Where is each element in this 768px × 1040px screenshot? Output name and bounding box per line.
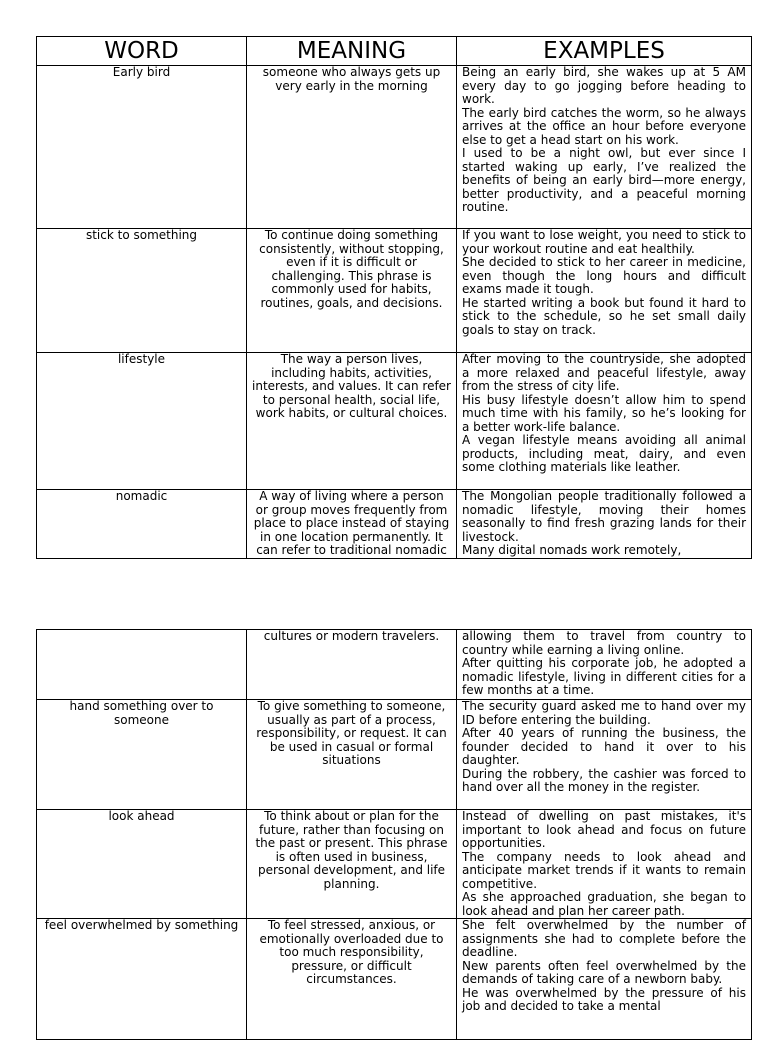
example-item: • A vegan lifestyle means avoiding all animal products, including meat, dairy, and even some clothing materials like leather. bbox=[462, 434, 746, 475]
example-item: • New parents often feel overwhelmed by the demands of taking care of a newborn baby. bbox=[462, 960, 746, 987]
table-row bbox=[37, 810, 752, 919]
word-cell: stick to something bbox=[37, 229, 247, 353]
example-item: • He was overwhelmed by the pressure of his job and decided to take a mental bbox=[462, 987, 746, 1014]
example-item: • During the robbery, the cashier was forced to hand over all the money in the register. bbox=[462, 768, 746, 795]
header-word: WORD bbox=[37, 37, 247, 66]
table-row bbox=[37, 919, 752, 1040]
examples-cell bbox=[457, 66, 752, 229]
examples-cell bbox=[457, 490, 752, 559]
table-row bbox=[37, 229, 752, 353]
header-row bbox=[37, 37, 752, 66]
example-item: • After 40 years of running the business, the founder decided to hand it over to his daughter. bbox=[462, 727, 746, 768]
word-cell: hand something over to someone bbox=[37, 700, 247, 810]
table-row bbox=[37, 490, 752, 559]
meaning-cell: cultures or modern travelers. bbox=[247, 630, 457, 700]
example-item: • After quitting his corporate job, he adopted a nomadic lifestyle, living in different cities for a few months at a time. bbox=[462, 657, 746, 698]
meaning-cell: To feel stressed, anxious, or emotionally overloaded due to too much responsibility, pressure, or difficult circumstances. bbox=[247, 919, 457, 1040]
meaning-cell: someone who always gets up very early in the morning bbox=[247, 66, 457, 229]
examples-list bbox=[462, 700, 746, 795]
table-row bbox=[37, 66, 752, 229]
example-item: • After moving to the countryside, she adopted a more relaxed and peaceful lifestyle, away from the stress of city life. bbox=[462, 353, 746, 394]
example-item: • The security guard asked me to hand over my ID before entering the building. bbox=[462, 700, 746, 727]
examples-list bbox=[462, 919, 746, 1014]
examples-list bbox=[462, 353, 746, 475]
examples-cell bbox=[457, 919, 752, 1040]
meaning-cell: The way a person lives, including habits, activities, interests, and values. It can refer to personal health, social life, work habits, or cultural choices. bbox=[247, 353, 457, 490]
example-item: • His busy lifestyle doesn’t allow him to spend much time with his family, so he’s looking for a better work-life balance. bbox=[462, 394, 746, 435]
meaning-cell: To give something to someone, usually as part of a process, responsibility, or request. It can be used in casual or formal situations bbox=[247, 700, 457, 810]
examples-list bbox=[462, 490, 746, 558]
example-item: • Being an early bird, she wakes up at 5 AM every day to go jogging before heading to work. bbox=[462, 66, 746, 107]
word-cell bbox=[37, 630, 247, 700]
example-item: • Instead of dwelling on past mistakes, it's important to look ahead and focus on future opportunities. bbox=[462, 810, 746, 851]
header-meaning: MEANING bbox=[247, 37, 457, 66]
examples-list bbox=[462, 810, 746, 918]
table-row bbox=[37, 353, 752, 490]
word-cell: Early bird bbox=[37, 66, 247, 229]
examples-list bbox=[462, 229, 746, 337]
examples-cell bbox=[457, 630, 752, 700]
word-cell: nomadic bbox=[37, 490, 247, 559]
vocabulary-table-part-1 bbox=[36, 36, 752, 559]
meaning-cell: To continue doing something consistently, without stopping, even if it is difficult or challenging. This phrase is commonly used for habits, routines, goals, and decisions. bbox=[247, 229, 457, 353]
example-item: • Many digital nomads work remotely, bbox=[462, 544, 746, 558]
examples-cell bbox=[457, 810, 752, 919]
example-continuation: allowing them to travel from country to country while earning a living online. bbox=[462, 629, 746, 657]
meaning-cell: To think about or plan for the future, rather than focusing on the past or present. This phrase is often used in business, personal development, and life planning. bbox=[247, 810, 457, 919]
examples-list bbox=[462, 657, 746, 698]
example-item: • The early bird catches the worm, so he always arrives at the office an hour before everyone else to get a head start on his work. bbox=[462, 107, 746, 148]
example-item: • The company needs to look ahead and anticipate market trends if it wants to remain competitive. bbox=[462, 851, 746, 892]
example-item: • She felt overwhelmed by the number of assignments she had to complete before the deadline. bbox=[462, 919, 746, 960]
example-item: • I used to be a night owl, but ever since I started waking up early, I’ve realized the benefits of being an early bird—more energy, better productivity, and a peaceful morning routine. bbox=[462, 147, 746, 215]
table-row bbox=[37, 700, 752, 810]
meaning-cell: A way of living where a person or group moves frequently from place to place instead of staying in one location permanently. It can refer to traditional nomadic bbox=[247, 490, 457, 559]
word-cell: lifestyle bbox=[37, 353, 247, 490]
example-item: • He started writing a book but found it hard to stick to the schedule, so he set small daily goals to stay on track. bbox=[462, 297, 746, 338]
header-examples: EXAMPLES bbox=[457, 37, 752, 66]
vocabulary-table-part-2 bbox=[36, 629, 752, 1040]
word-cell: feel overwhelmed by something bbox=[37, 919, 247, 1040]
examples-list bbox=[462, 66, 746, 215]
examples-cell bbox=[457, 229, 752, 353]
example-item: • If you want to lose weight, you need to stick to your workout routine and eat healthily. bbox=[462, 229, 746, 256]
example-item: • The Mongolian people traditionally followed a nomadic lifestyle, moving their homes seasonally to find fresh grazing lands for their livestock. bbox=[462, 490, 746, 544]
table-row bbox=[37, 630, 752, 700]
word-cell: look ahead bbox=[37, 810, 247, 919]
example-item: • As she approached graduation, she began to look ahead and plan her career path. bbox=[462, 891, 746, 918]
example-item: • She decided to stick to her career in medicine, even though the long hours and difficult exams made it tough. bbox=[462, 256, 746, 297]
examples-cell bbox=[457, 353, 752, 490]
examples-cell bbox=[457, 700, 752, 810]
